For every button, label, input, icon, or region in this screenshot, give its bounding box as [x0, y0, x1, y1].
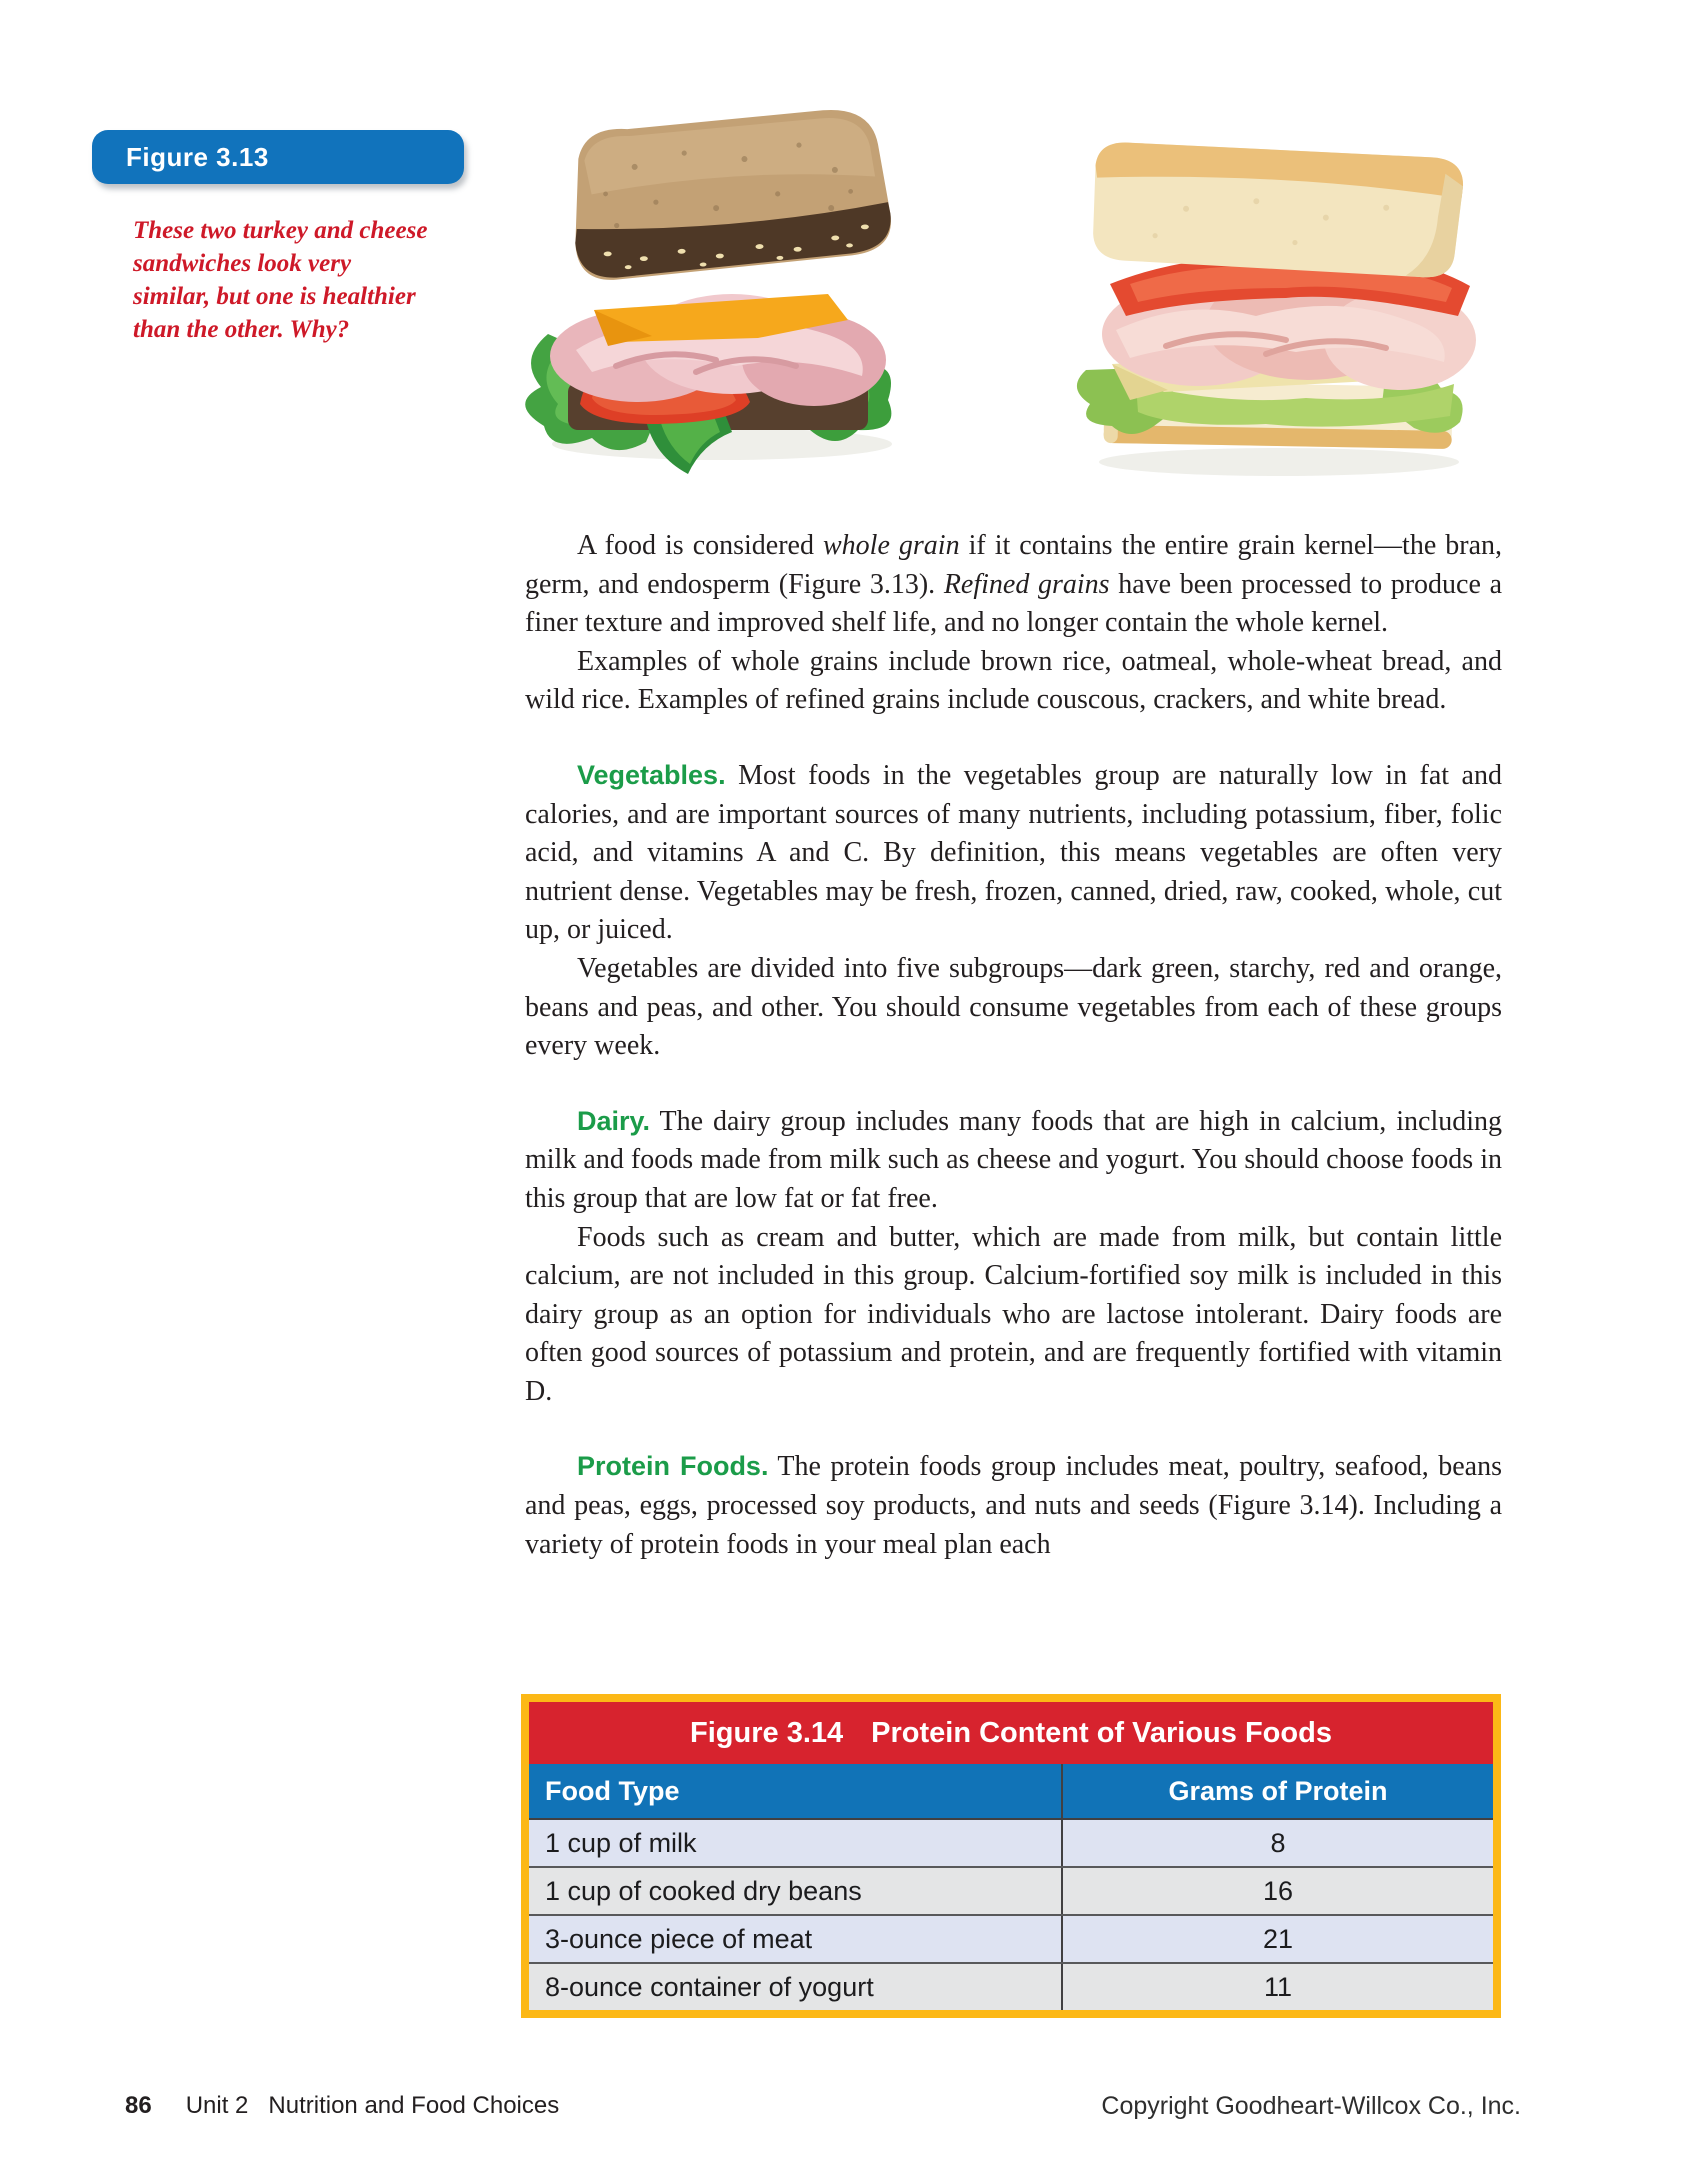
table-row: [529, 1916, 1493, 1964]
italic-term-whole-grain: whole grain: [823, 530, 960, 561]
figure-314-table: [521, 1694, 1501, 2018]
footer-left: [125, 2092, 559, 2120]
table-figure-label: Figure 3.14: [690, 1716, 844, 1749]
caption-line: than the other. Why?: [133, 316, 350, 343]
column-header-grams: Grams of Protein: [1168, 1775, 1388, 1806]
text-run: if it contains the entire grain kernel—the bran, germ, and endosperm (Figure 3.13).: [525, 530, 1503, 600]
text-run: A food is considered: [577, 530, 823, 561]
figure-313-tab: [92, 130, 464, 184]
cell-food: 8-ounce container of yogurt: [529, 1964, 1063, 2010]
table-row: [529, 1820, 1493, 1868]
table-row: [529, 1868, 1493, 1916]
table-header-row: [529, 1764, 1493, 1820]
paragraph-dairy-details: Foods such as cream and butter, which are made from milk, but contain little calcium, are not included in this group. Calcium-fortified soy milk is included in this dairy group as an option for individuals who are lactose intolerant. Dairy foods are often good sources of potassium and protein, and are frequently fortified with vitamin D.: [525, 1221, 1502, 1407]
section-lead-protein-foods: Protein Foods.: [577, 1451, 769, 1482]
footer-copyright: Copyright Goodheart-Willcox Co., Inc.: [1101, 2092, 1521, 2120]
text-run: The dairy group includes many foods that are high in calcium, including milk and foods made from milk such as cheese and yogurt. You should choose foods in this group that are low fat or fat free.: [525, 1105, 1502, 1214]
caption-line: sandwiches look very: [133, 250, 352, 277]
figure-313-caption: [133, 214, 533, 346]
footer-chapter: Nutrition and Food Choices: [268, 2092, 560, 2119]
caption-line: These two turkey and cheese: [133, 217, 428, 244]
italic-term-refined-grains: Refined grains: [943, 568, 1110, 600]
paragraph-dairy: [525, 1102, 1502, 1219]
table-row: [529, 1964, 1493, 2010]
cell-food: 1 cup of milk: [529, 1820, 1063, 1866]
cell-food: 3-ounce piece of meat: [529, 1916, 1063, 1962]
caption-line: similar, but one is healthier: [133, 283, 416, 310]
footer-unit: Unit 2: [185, 2092, 249, 2119]
cell-grams: 8: [1270, 1827, 1286, 1858]
cell-grams: 21: [1262, 1923, 1294, 1954]
section-lead-dairy: Dairy.: [577, 1105, 651, 1136]
table-title: Protein Content of Various Foods: [871, 1716, 1332, 1749]
paragraph-whole-grain: [525, 527, 1502, 643]
table-title-bar: [529, 1702, 1493, 1764]
paragraph-vegetables: [525, 756, 1502, 950]
text-run: The protein foods group includes meat, poultry, seafood, beans and peas, eggs, processed soy products, and nuts and seeds (Figure 3.14). Including a variety of protein foods in your meal plan each: [525, 1451, 1503, 1560]
text-run: have been processed to produce a finer texture and improved shelf life, and no longer contain the whole kernel.: [525, 568, 1502, 639]
cell-food: 1 cup of cooked dry beans: [529, 1868, 1063, 1914]
paragraph-protein-foods: [525, 1447, 1502, 1564]
figure-313-label: Figure 3.13: [126, 141, 269, 172]
whole-grain-sandwich-image: [496, 104, 948, 480]
body-text: [525, 527, 1502, 1564]
paragraph-vegetable-subgroups: Vegetables are divided into five subgroups—dark green, starchy, red and orange, beans and peas, and other. You should consume vegetables from each of these groups every week.: [525, 952, 1502, 1062]
column-header-food-type: Food Type: [529, 1764, 1063, 1818]
white-bread-sandwich-image: [1046, 132, 1512, 484]
footer-page-number: 86: [125, 2092, 152, 2119]
cell-grams: 16: [1262, 1875, 1294, 1906]
text-run: Most foods in the vegetables group are naturally low in fat and calories, and are important sources of many nutrients, including potassium, fiber, folic acid, and vitamins A and C. By definition, this means vegetables are often very nutrient dense. Vegetables may be fresh, frozen, canned, dried, raw, cooked, whole, cut up, or juiced.: [525, 759, 1502, 946]
section-lead-vegetables: Vegetables.: [577, 759, 726, 790]
cell-grams: 11: [1263, 1971, 1293, 2002]
paragraph-grain-examples: Examples of whole grains include brown rice, oatmeal, whole-wheat bread, and wild rice. Examples of refined grains include couscous, crackers, and white bread.: [525, 645, 1502, 716]
